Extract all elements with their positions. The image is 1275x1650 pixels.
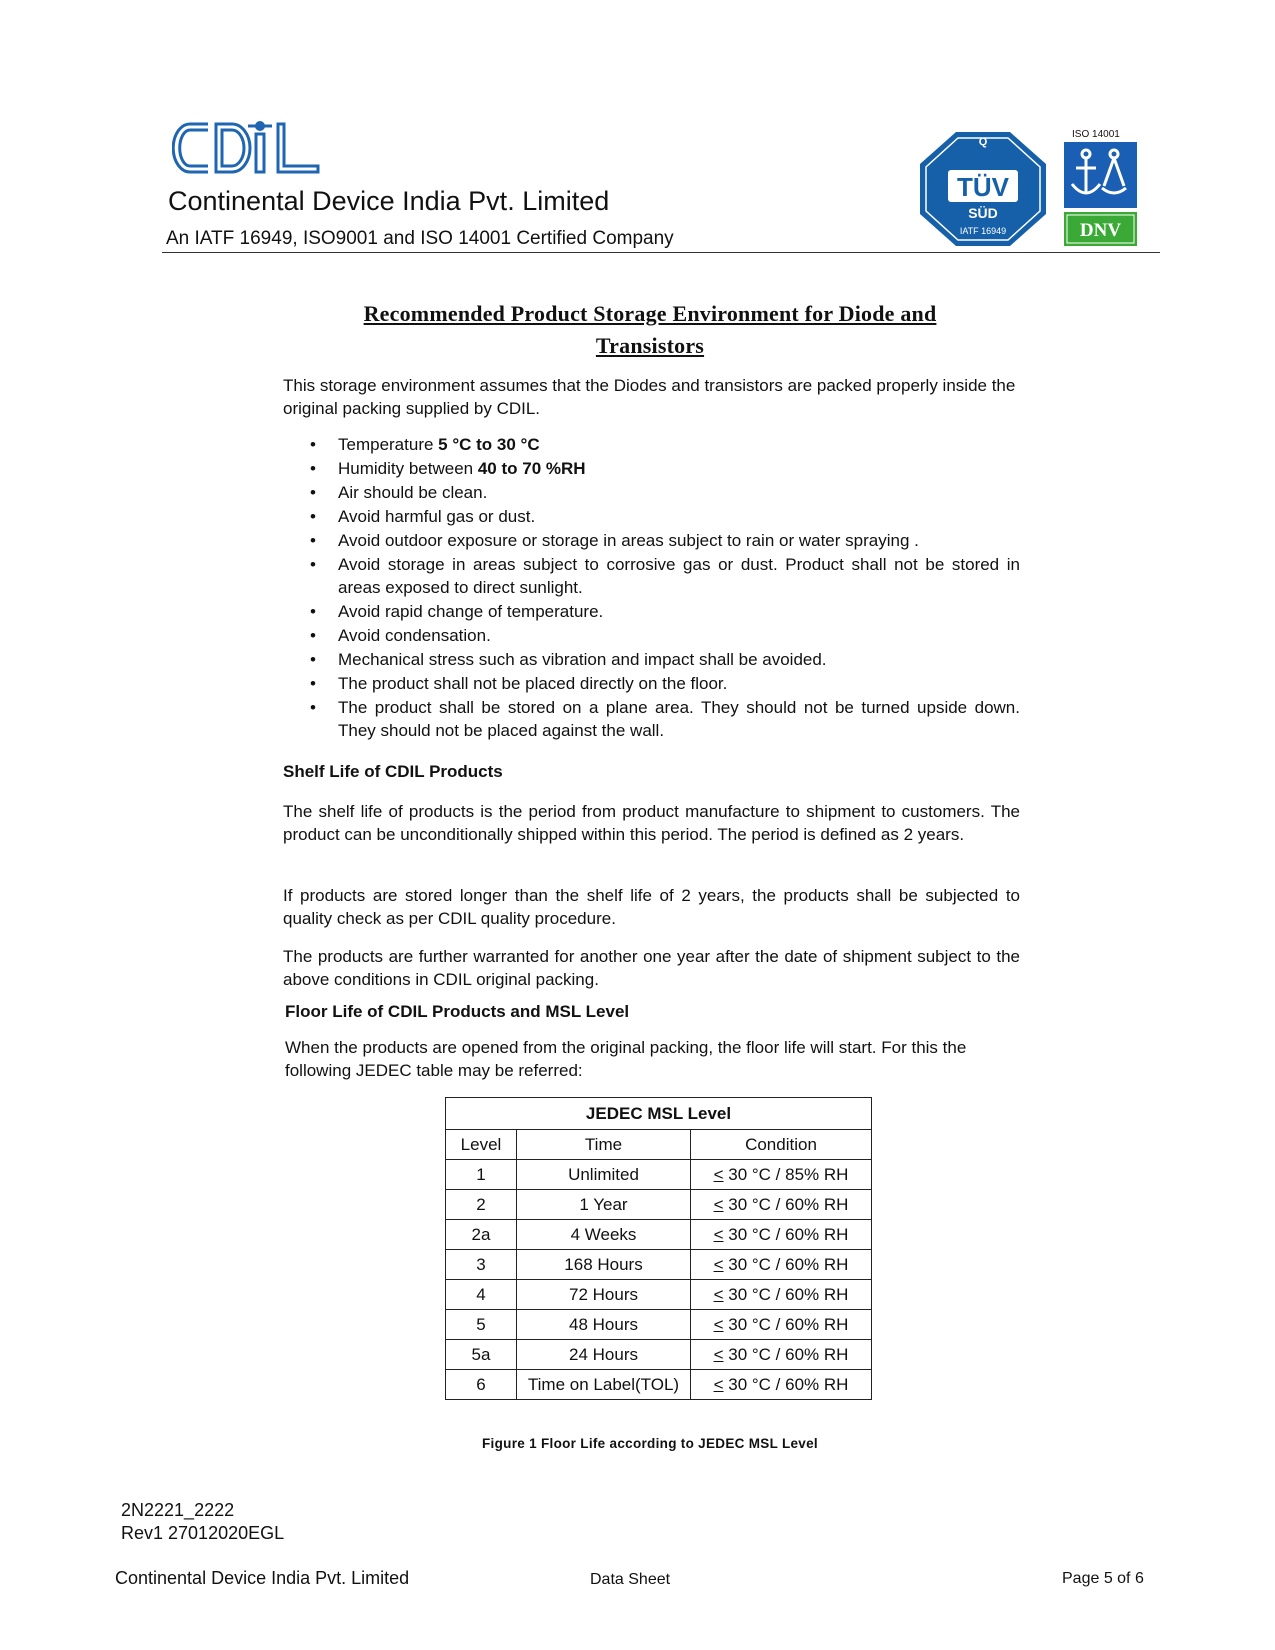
list-item xyxy=(283,529,1020,552)
floor-life-heading: Floor Life of CDIL Products and MSL Level xyxy=(285,1002,630,1021)
le-symbol: < xyxy=(713,1224,724,1244)
condition-text: 30 °C / 60% RH xyxy=(728,1344,849,1364)
table-row xyxy=(446,1370,872,1400)
table-row xyxy=(446,1340,872,1370)
tuv-sud-badge-icon xyxy=(918,130,1048,248)
bullet-icon: • xyxy=(310,483,316,502)
table-cell: 168 Hours xyxy=(517,1250,691,1280)
title-line-2: Transistors xyxy=(595,333,705,358)
footer-company: Continental Device India Pvt. Limited xyxy=(115,1568,410,1588)
list-item-text: Avoid outdoor exposure or storage in areas subject to rain or water spraying . xyxy=(338,531,919,550)
table-cell: 4 Weeks xyxy=(517,1220,691,1250)
bullet-icon: • xyxy=(310,459,316,478)
tuv-q-mark: Q xyxy=(978,136,988,148)
revision: Rev1 27012020EGL xyxy=(121,1523,285,1543)
shelf-life-paragraph-3: The products are further warranted for another one year after the date of shipment subject to the above conditions in CDIL original packing. xyxy=(283,947,1020,989)
shelf-life-paragraph-1: The shelf life of products is the period from product manufacture to shipment to customers. The product can be unconditionally shipped within this period. The period is defined as 2 years. xyxy=(283,802,1020,844)
le-symbol: < xyxy=(713,1314,724,1334)
list-item-text: Avoid rapid change of temperature. xyxy=(338,602,604,621)
le-symbol: < xyxy=(713,1284,724,1304)
le-symbol: < xyxy=(713,1254,724,1274)
document-title xyxy=(300,298,1000,362)
bullet-icon: • xyxy=(310,674,316,693)
table-cell xyxy=(691,1340,872,1370)
condition-text: 30 °C / 60% RH xyxy=(728,1254,849,1274)
part-number: 2N2221_2222 xyxy=(121,1500,235,1520)
table-cell xyxy=(691,1250,872,1280)
table-cell: 2 xyxy=(446,1190,517,1220)
table-cell xyxy=(691,1280,872,1310)
list-item xyxy=(283,481,1020,504)
bullet-icon: • xyxy=(310,602,316,621)
dnv-logo-icon xyxy=(1064,212,1137,246)
condition-text: 30 °C / 60% RH xyxy=(728,1314,849,1334)
company-name: Continental Device India Pvt. Limited xyxy=(168,186,610,216)
table-cell xyxy=(691,1220,872,1250)
le-symbol: < xyxy=(713,1344,724,1364)
list-item-text: Avoid condensation. xyxy=(338,626,491,645)
table-row xyxy=(446,1160,872,1190)
list-item xyxy=(283,696,1020,742)
list-item xyxy=(283,648,1020,671)
list-item xyxy=(283,624,1020,647)
list-item-text: Humidity between xyxy=(338,459,478,478)
figure-caption: Figure 1 Floor Life according to JEDEC MSL Level xyxy=(482,1436,818,1451)
page-number: Page 5 of 6 xyxy=(1062,1570,1144,1587)
table-cell: 3 xyxy=(446,1250,517,1280)
list-item xyxy=(283,672,1020,695)
storage-conditions-list xyxy=(283,433,1020,743)
table-cell: 4 xyxy=(446,1280,517,1310)
condition-text: 30 °C / 60% RH xyxy=(728,1374,849,1394)
intro-paragraph: This storage environment assumes that the Diodes and transistors are packed properly inside the original packing supplied by CDIL. xyxy=(283,376,1016,418)
bullet-icon: • xyxy=(310,698,316,717)
list-item xyxy=(283,433,1020,456)
list-item-text: Air should be clean. xyxy=(338,483,488,502)
jedec-msl-table xyxy=(445,1097,872,1400)
title-line-1: Recommended Product Storage Environment for Diode and xyxy=(363,301,937,326)
column-header: Level xyxy=(446,1130,517,1160)
table-row xyxy=(446,1190,872,1220)
shelf-life-heading: Shelf Life of CDIL Products xyxy=(283,762,503,781)
shelf-life-paragraph-2: If products are stored longer than the shelf life of 2 years, the products shall be subjected to quality check as per CDIL quality procedure. xyxy=(283,886,1020,928)
list-item-text: Temperature xyxy=(338,435,439,454)
table-row xyxy=(446,1220,872,1250)
cdil-logo xyxy=(172,118,322,178)
floor-life-paragraph: When the products are opened from the original packing, the floor life will start. For this the following JEDEC table may be referred: xyxy=(285,1038,967,1080)
table-cell: 2a xyxy=(446,1220,517,1250)
bullet-icon: • xyxy=(310,531,316,550)
table-cell xyxy=(691,1370,872,1400)
iatf-text: IATF 16949 xyxy=(959,226,1007,236)
table-cell: 72 Hours xyxy=(517,1280,691,1310)
condition-text: 30 °C / 60% RH xyxy=(728,1194,849,1214)
iso-14001-anchor-icon xyxy=(1064,142,1137,208)
list-item xyxy=(283,457,1020,480)
table-cell: 1 Year xyxy=(517,1190,691,1220)
list-item xyxy=(283,505,1020,528)
bullet-icon: • xyxy=(310,435,316,454)
table-cell: Unlimited xyxy=(517,1160,691,1190)
column-header: Condition xyxy=(691,1130,872,1160)
header-divider xyxy=(162,252,1160,253)
condition-text: 30 °C / 85% RH xyxy=(728,1164,849,1184)
list-item xyxy=(283,553,1020,599)
table-cell xyxy=(691,1160,872,1190)
iso-14001-label: ISO 14001 xyxy=(1072,129,1120,140)
certification-line: An IATF 16949, ISO9001 and ISO 14001 Certified Company xyxy=(166,228,674,249)
list-item-text: Avoid storage in areas subject to corrosive gas or dust. Product shall not be stored in areas exposed to direct sunlight. xyxy=(338,555,1020,597)
bullet-icon: • xyxy=(310,555,316,574)
table-row xyxy=(446,1310,872,1340)
sud-text: SÜD xyxy=(968,205,998,221)
table-cell: 6 xyxy=(446,1370,517,1400)
table-row xyxy=(446,1280,872,1310)
table-cell: 24 Hours xyxy=(517,1340,691,1370)
le-symbol: < xyxy=(713,1164,724,1184)
tuv-text: TÜV xyxy=(957,172,1009,202)
list-item xyxy=(283,600,1020,623)
list-item-emphasis: 5 °C to 30 °C xyxy=(438,435,540,454)
table-cell: 48 Hours xyxy=(517,1310,691,1340)
list-item-text: The product shall be stored on a plane area. They should not be turned upside down. They should not be placed against the wall. xyxy=(338,698,1020,740)
le-symbol: < xyxy=(713,1194,724,1214)
bullet-icon: • xyxy=(310,650,316,669)
footer-doc-type: Data Sheet xyxy=(590,1571,671,1588)
column-header: Time xyxy=(517,1130,691,1160)
list-item-emphasis: 40 to 70 %RH xyxy=(477,459,586,478)
le-symbol: < xyxy=(713,1374,724,1394)
condition-text: 30 °C / 60% RH xyxy=(728,1284,849,1304)
table-cell: 5a xyxy=(446,1340,517,1370)
table-cell: 5 xyxy=(446,1310,517,1340)
list-item-text: The product shall not be placed directly on the floor. xyxy=(338,674,728,693)
condition-text: 30 °C / 60% RH xyxy=(728,1224,849,1244)
list-item-text: Avoid harmful gas or dust. xyxy=(338,507,536,526)
table-title: JEDEC MSL Level xyxy=(446,1098,872,1130)
list-item-text: Mechanical stress such as vibration and impact shall be avoided. xyxy=(338,650,827,669)
table-row xyxy=(446,1250,872,1280)
dnv-text: DNV xyxy=(1079,220,1122,241)
bullet-icon: • xyxy=(310,626,316,645)
bullet-icon: • xyxy=(310,507,316,526)
table-cell xyxy=(691,1190,872,1220)
table-header-row xyxy=(446,1130,872,1160)
table-cell: Time on Label(TOL) xyxy=(517,1370,691,1400)
table-cell xyxy=(691,1310,872,1340)
table-cell: 1 xyxy=(446,1160,517,1190)
